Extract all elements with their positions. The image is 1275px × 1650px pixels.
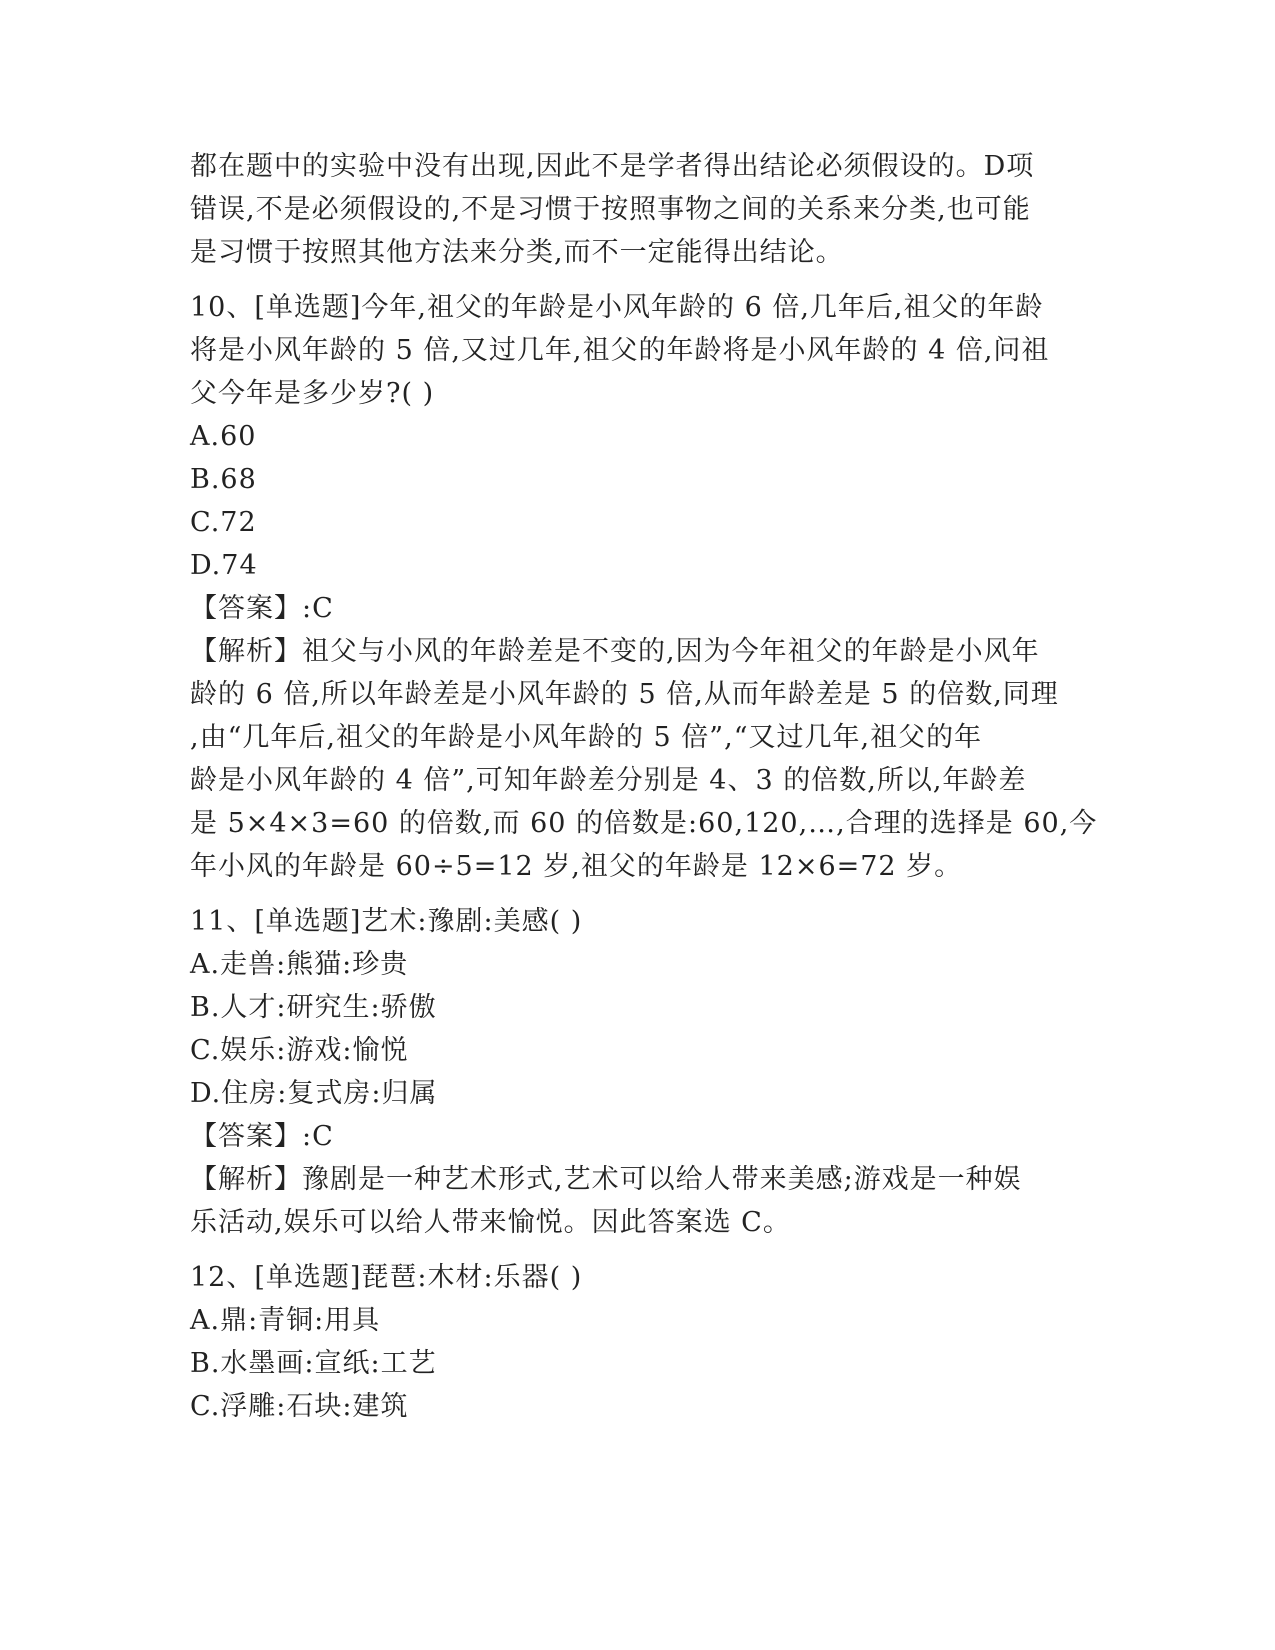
- question-stem: 将是小风年龄的 5 倍,又过几年,祖父的年龄将是小风年龄的 4 倍,问祖: [190, 335, 1050, 366]
- question-12: [190, 1256, 1090, 1428]
- analysis-line: 是 5×4×3=60 的倍数,而 60 的倍数是:60,120,…,合理的选择是 60,今: [190, 808, 1098, 839]
- previous-question-analysis-continuation: [190, 145, 1090, 274]
- option-c: C.72: [190, 507, 257, 538]
- option-b: B.68: [190, 464, 257, 495]
- question-10: [190, 286, 1098, 888]
- text-line: 错误,不是必须假设的,不是习惯于按照事物之间的关系来分类,也可能: [190, 194, 1031, 225]
- answer-line: 【答案】:C: [190, 593, 334, 624]
- question-stem: 10、[单选题]今年,祖父的年龄是小风年龄的 6 倍,几年后,祖父的年龄: [190, 292, 1044, 323]
- option-c: C.浮雕:石块:建筑: [190, 1391, 409, 1422]
- option-a: A.60: [190, 421, 257, 452]
- option-d: D.住房:复式房:归属: [190, 1078, 438, 1109]
- answer-line: 【答案】:C: [190, 1121, 334, 1152]
- option-c: C.娱乐:游戏:愉悦: [190, 1035, 409, 1066]
- analysis-line: ,由“几年后,祖父的年龄是小风年龄的 5 倍”,“又过几年,祖父的年: [190, 722, 983, 753]
- option-b: B.水墨画:宣纸:工艺: [190, 1348, 437, 1379]
- text-line: 都在题中的实验中没有出现,因此不是学者得出结论必须假设的。D项: [190, 151, 1035, 182]
- analysis-line: 乐活动,娱乐可以给人带来愉悦。因此答案选 C。: [190, 1207, 791, 1238]
- option-b: B.人才:研究生:骄傲: [190, 992, 437, 1023]
- question-11: [190, 900, 1090, 1244]
- analysis-line: 龄的 6 倍,所以年龄差是小风年龄的 5 倍,从而年龄差是 5 的倍数,同理: [190, 679, 1059, 710]
- option-a: A.鼎:青铜:用具: [190, 1305, 381, 1336]
- text-line: 是习惯于按照其他方法来分类,而不一定能得出结论。: [190, 237, 844, 268]
- question-stem: 11、[单选题]艺术:豫剧:美感( ): [190, 906, 583, 937]
- analysis-line: 年小风的年龄是 60÷5=12 岁,祖父的年龄是 12×6=72 岁。: [190, 851, 963, 882]
- analysis-line: 龄是小风年龄的 4 倍”,可知年龄差分别是 4、3 的倍数,所以,年龄差: [190, 765, 1027, 796]
- option-a: A.走兽:熊猫:珍贵: [190, 949, 409, 980]
- question-stem: 父今年是多少岁?( ): [190, 378, 435, 409]
- option-d: D.74: [190, 550, 258, 581]
- analysis-line: 【解析】祖父与小风的年龄差是不变的,因为今年祖父的年龄是小风年: [190, 636, 1040, 667]
- analysis-line: 【解析】豫剧是一种艺术形式,艺术可以给人带来美感;游戏是一种娱: [190, 1164, 1022, 1195]
- question-stem: 12、[单选题]琵琶:木材:乐器( ): [190, 1262, 583, 1293]
- document-page: [190, 145, 1098, 1428]
